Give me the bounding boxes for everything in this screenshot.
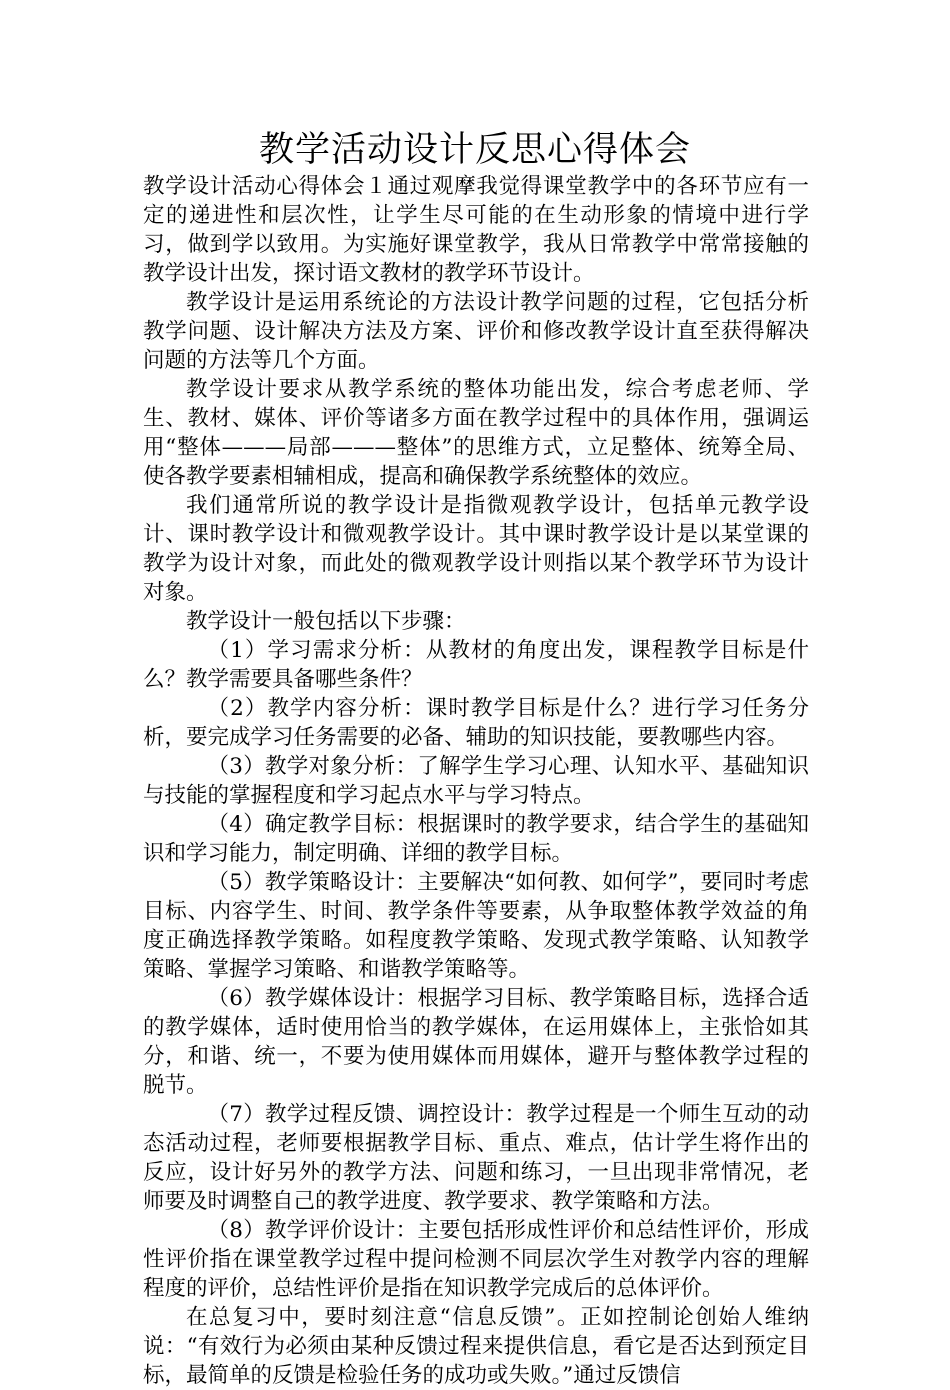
list-item-step-1: （1）学习需求分析：从教材的角度出发，课程教学目标是什么？教学需要具备哪些条件？ [143,638,809,692]
list-item-step-3: （3）教学对象分析：了解学生学习心理、认知水平、基础知识与技能的掌握程度和学习起点水平与学习特点。 [143,754,809,808]
paragraph-feedback: 在总复习中，要时刻注意“信息反馈”。正如控制论创始人维纳说：“有效行为必须由某种反馈过程来提供信息，看它是否达到预定目标，最简单的反馈是检验任务的成功或失败。”通过反馈信 [143,1305,809,1388]
list-item-step-5: （5）教学策略设计：主要解决“如何教、如何学”，要同时考虑目标、内容学生、时间、教学条件等要素，从争取整体教学效益的角度正确选择教学策略。如程度教学策略、发现式教学策略、认知教学策略、掌握学习策略、和谐教学策略等。 [143,870,809,982]
list-item-step-4: （4）确定教学目标：根据课时的教学要求，结合学生的基础知识和学习能力，制定明确、详细的教学目标。 [143,812,809,866]
paragraph-definition: 教学设计是运用系统论的方法设计教学问题的过程，它包括分析教学问题、设计解决方法及方案、评价和修改教学设计直至获得解决问题的方法等几个方面。 [143,290,809,373]
paragraph-micro-design: 我们通常所说的教学设计是指微观教学设计，包括单元教学设计、课时教学设计和微观教学设计。其中课时教学设计是以某堂课的教学为设计对象，而此处的微观教学设计则指以某个教学环节为设计对象。 [143,493,809,605]
paragraph-intro: 教学设计活动心得体会１通过观摩我觉得课堂教学中的各环节应有一定的递进性和层次性，让学生尽可能的在生动形象的情境中进行学习，做到学以致用。为实施好课堂教学，我从日常教学中常常接触的教学设计出发，探讨语文教材的教学环节设计。 [143,174,809,286]
paragraph-requirements: 教学设计要求从教学系统的整体功能出发，综合考虑老师、学生、教材、媒体、评价等诸多方面在教学过程中的具体作用，强调运用“整体———局部———整体”的思维方式，立足整体、统筹全局、使各教学要素相辅相成，提高和确保教学系统整体的效应。 [143,377,809,489]
list-item-step-6: （6）教学媒体设计：根据学习目标、教学策略目标，选择合适的教学媒体，适时使用恰当的教学媒体，在运用媒体上，主张恰如其分，和谐、统一，不要为使用媒体而用媒体，避开与整体教学过程的脱节。 [143,986,809,1098]
list-item-step-7: （7）教学过程反馈、调控设计：教学过程是一个师生互动的动态活动过程，老师要根据教学目标、重点、难点，估计学生将作出的反应，设计好另外的教学方法、问题和练习，一旦出现非常情况，老师要及时调整自己的教学进度、教学要求、教学策略和方法。 [143,1102,809,1214]
document-body [143,172,809,1390]
paragraph-steps-intro: 教学设计一般包括以下步骤： [186,609,466,634]
document-title: 教学活动设计反思心得体会 [258,130,691,170]
list-item-step-2: （2）教学内容分析：课时教学目标是什么？进行学习任务分析，要完成学习任务需要的必备、辅助的知识技能，要教哪些内容。 [143,696,809,750]
list-item-step-8: （8）教学评价设计：主要包括形成性评价和总结性评价，形成性评价指在课堂教学过程中提问检测不同层次学生对教学内容的理解程度的评价，总结性评价是指在知识教学完成后的总体评价。 [143,1218,809,1301]
